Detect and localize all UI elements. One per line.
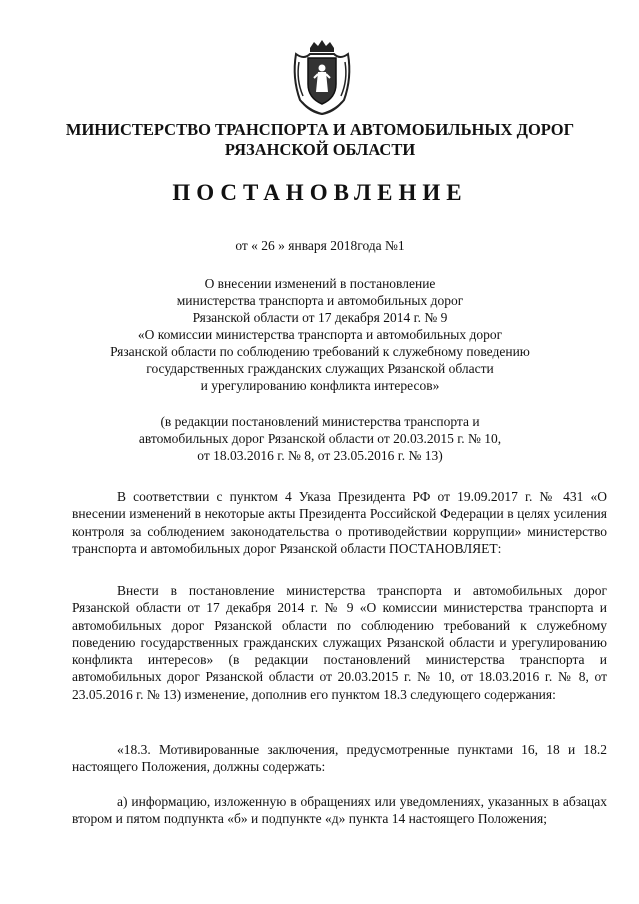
- body-paragraph-18-3: «18.3. Мотивированные заключения, предусмотренные пунктами 16, 18 и 18.2 настоящего Положения, должны содержать:: [72, 742, 607, 775]
- subject-line: Рязанской области от 17 декабря 2014 г. № 9: [192, 310, 448, 325]
- ministry-line-2: РЯЗАНСКОЙ ОБЛАСТИ: [224, 140, 416, 159]
- document-type-title: ПОСТАНОВЛЕНИЕ: [172, 180, 468, 205]
- date-line: от « 26 » января 2018года №1: [235, 238, 405, 253]
- subject-line: министерства транспорта и автомобильных дорог: [176, 293, 464, 308]
- edition-line: (в редакции постановлений министерства транспорта и: [160, 414, 480, 429]
- subject-line: Рязанской области по соблюдению требований к служебному поведению: [110, 344, 530, 359]
- body-paragraph-a: а) информацию, изложенную в обращениях или уведомлениях, указанных в абзацах втором и пятом подпункта «б» и подпункте «д» пункта 14 настоящего Положения;: [72, 794, 607, 827]
- ministry-heading: [60, 120, 580, 160]
- edition-line: автомобильных дорог Рязанской области от 20.03.2015 г. № 10,: [138, 431, 502, 446]
- subject-block: [60, 275, 580, 394]
- edition-line: от 18.03.2016 г. № 8, от 23.05.2016 г. № 13): [197, 448, 443, 463]
- body-paragraph-preamble: В соответствии с пунктом 4 Указа Президента РФ от 19.09.2017 г. № 431 «О внесении изменений в некоторые акты Президента Российской Федерации в целях усиления контроля за соблюдением законодательства о противодействии коррупции» министерство транспорта и автомобильных дорог Рязанской области ПОСТАНОВЛЯЕТ:: [72, 489, 607, 556]
- ministry-line-1: МИНИСТЕРСТВО ТРАНСПОРТА И АВТОМОБИЛЬНЫХ ДОРОГ: [65, 120, 575, 139]
- subject-line: государственных гражданских служащих Рязанской области: [146, 361, 494, 376]
- subject-line: «О комиссии министерства транспорта и автомобильных дорог: [137, 327, 503, 342]
- body-paragraph-amendment: Внести в постановление министерства транспорта и автомобильных дорог Рязанской области от 17 декабря 2014 г. № 9 «О комиссии министерства транспорта и автомобильных дорог Рязанской области по соблюдению требований к служебному поведению государственных гражданских служащих Рязанской области и урегулированию конфликта интересов» (в редакции постановлений министерства транспорта и автомобильных дорог Рязанской области от 20.03.2015 г. № 10, от 18.03.2016 г. № 8, от 23.05.2016 г. № 13) изменение, дополнив его пунктом 18.3 следующего содержания:: [72, 583, 607, 702]
- edition-block: [60, 413, 580, 464]
- subject-line: и урегулированию конфликта интересов»: [200, 378, 440, 393]
- subject-line: О внесении изменений в постановление: [204, 276, 436, 291]
- coat-of-arms-icon: [290, 38, 354, 116]
